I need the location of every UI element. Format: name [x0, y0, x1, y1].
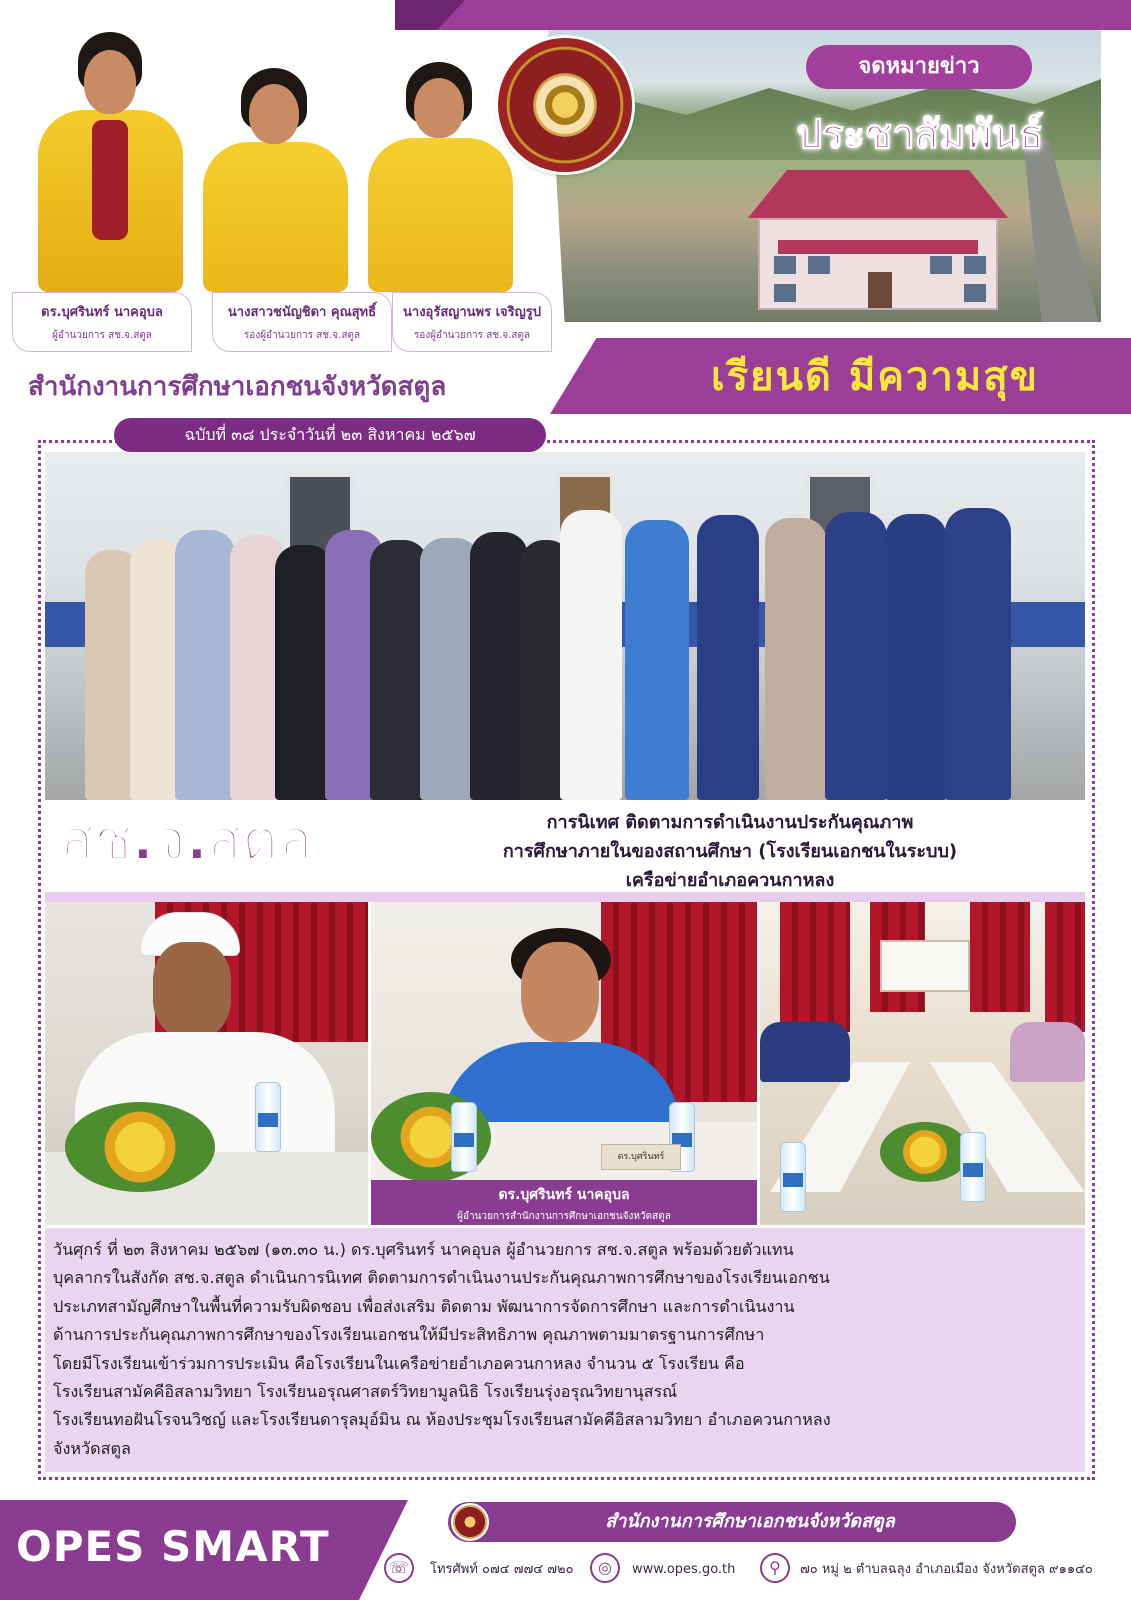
photo-director — [371, 902, 757, 1225]
footer-office-name: สำนักงานการศึกษาเอกชนจังหวัดสตูล — [605, 1511, 895, 1532]
issue-label: ฉบับที่ ๓๘ ประจำวันที่ ๒๓ สิงหาคม ๒๕๖๗ — [114, 418, 546, 452]
office-title: สำนักงานการศึกษาเอกชนจังหวัดสตูล — [28, 372, 447, 402]
executive-photo-3 — [360, 30, 520, 292]
executive-position: รองผู้อำนวยการ สช.จ.สตูล — [243, 330, 361, 341]
footer-website[interactable]: www.opes.go.th — [632, 1562, 736, 1577]
footer-phone: โทรศัพท์ ๐๗๔ ๗๗๔ ๗๒๐ — [430, 1562, 574, 1577]
header-top-band — [395, 0, 1131, 30]
article-headline — [440, 808, 1020, 895]
executive-name: นางสาวชนัญชิดา คุณสุทธิ์ — [227, 305, 377, 320]
photo-speaker-man — [45, 902, 368, 1225]
executive-photo-1 — [30, 30, 190, 292]
photo-caption — [371, 1180, 757, 1225]
globe-icon: ◎ — [590, 1553, 620, 1583]
name-plate: ดร.บุศรินทร์ — [601, 1144, 681, 1170]
newsletter-label: จดหมายข่าว — [806, 45, 1032, 89]
headline-line-2: การศึกษาภายในของสถานศึกษา (โรงเรียนเอกชนในระบบ) — [502, 841, 958, 862]
photo-meeting-room — [760, 902, 1085, 1225]
slogan: เรียนดี มีความสุข — [710, 354, 1039, 400]
phone-icon: ☏ — [384, 1553, 414, 1583]
org-short-name: สช.จ.สตูล — [60, 808, 313, 873]
location-icon: ⚲ — [760, 1553, 790, 1583]
headline-line-3: เครือข่ายอำเภอควนกาหลง — [625, 870, 835, 891]
executive-name: นางอุรัสญานพร เจริญรูป — [403, 305, 541, 320]
article-body-box — [45, 1228, 1085, 1472]
executive-position: รองผู้อำนวยการ สช.จ.สตูล — [413, 330, 531, 341]
footer-seal-logo — [451, 1503, 489, 1541]
executive-card-2 — [212, 292, 392, 352]
executive-card-1 — [12, 292, 192, 352]
newsletter-title: ประชาสัมพันธ์ — [796, 112, 1044, 158]
article-body: วันศุกร์ ที่ ๒๓ สิงหาคม ๒๕๖๗ (๑๓.๓๐ น.) ดร.บุศรินทร์ นาคอุบล ผู้อำนวยการ สช.จ.สตูล พร้อมด้วยตัวแทน บุคลากรในสังกัด สช.จ.สตูล ดำเนินการนิเทศ ติดตามการดำเนินงานประกันคุณภาพการศึกษาของโรงเรียนเอกชน ประเภทสามัญศึกษาในพื้นที่ความรับผิดชอบ เพื่อส่งเสริม ติดตาม พัฒนาการจัดการศึกษา และการดำเนินงาน ด้านการประกันคุณภาพการศึกษาของโรงเรียนเอกชนให้มีประสิทธิภาพ คุณภาพตามมาตรฐานการศึกษา โดยมีโรงเรียนเข้าร่วมการประเมิน คือโรงเรียนในเครือข่ายอำเภอควนกาหลง จำนวน ๕ โรงเรียน คือ โรงเรียนสามัคคีอิสลามวิทยา โรงเรียนอรุณศาสตร์วิทยามูลนิธิ โรงเรียนรุ่งอรุณวิทยานุสรณ์ โรงเรียนทอฝันโรจนวิชญ์ และโรงเรียนดารุลมุอ์มิน ณ ห้องประชุมโรงเรียนสามัคคีอิสลามวิทยา อำเภอควนกาหลง จังหวัดสตูล — [53, 1240, 831, 1458]
gallery-bar — [45, 892, 1085, 902]
footer-brand: OPES SMART — [16, 1522, 330, 1571]
footer-address: ๗๐ หมู่ ๒ ตำบลฉลุง อำเภอเมือง จังหวัดสตูล ๙๑๑๔๐ — [800, 1562, 1093, 1577]
executive-position: ผู้อำนวยการ สช.จ.สตูล — [52, 330, 152, 341]
caption-position: ผู้อำนวยการสำนักงานการศึกษาเอกชนจังหวัดสตูล — [457, 1211, 671, 1222]
headline-line-1: การนิเทศ ติดตามการดำเนินงานประกันคุณภาพ — [546, 812, 914, 833]
caption-name: ดร.บุศรินทร์ นาคอุบล — [498, 1187, 630, 1203]
executive-card-3 — [392, 292, 552, 352]
group-photo — [45, 452, 1085, 800]
executive-photo-2 — [195, 30, 355, 292]
executive-name: ดร.บุศรินทร์ นาคอุบล — [41, 305, 163, 320]
